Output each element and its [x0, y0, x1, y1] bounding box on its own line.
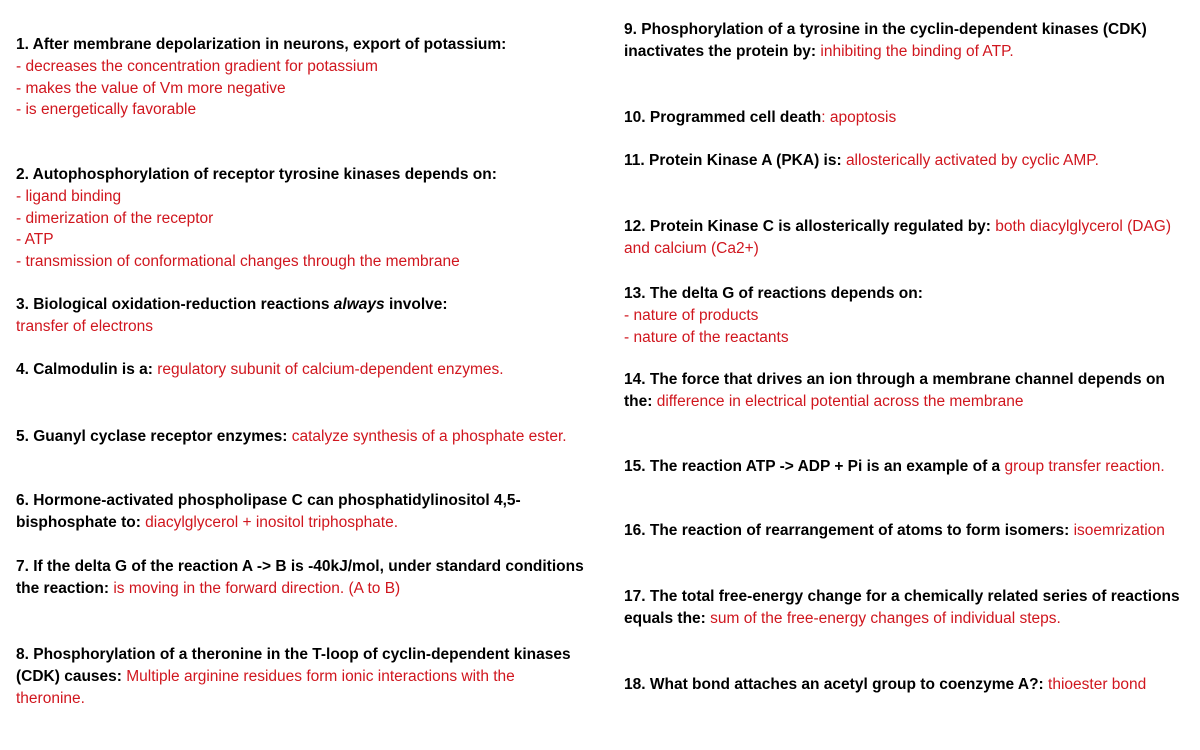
- question-block-7: [16, 556, 588, 600]
- question-text: 15. The reaction ATP -> ADP + Pi is an example of a: [624, 458, 1005, 475]
- question-text: 10. Programmed cell death: [624, 109, 822, 126]
- question-block-10: [624, 107, 1180, 129]
- question-text: 1. After membrane depolarization in neurons, export of potassium:: [16, 36, 507, 53]
- question-text-part: involve:: [384, 296, 448, 313]
- answer-text: sum of the free-energy changes of individual steps.: [710, 609, 1061, 627]
- answer-line: - ATP: [16, 231, 54, 249]
- question-block-3: [16, 294, 588, 338]
- question-text: 13. The delta G of reactions depends on:: [624, 285, 923, 302]
- question-block-13: [624, 283, 1180, 348]
- question-text: [16, 296, 448, 313]
- question-text: 18. What bond attaches an acetyl group to coenzyme A?:: [624, 676, 1049, 693]
- question-emphasis: always: [333, 296, 385, 313]
- question-block-14: [624, 369, 1180, 413]
- answer-line: - dimerization of the receptor: [16, 209, 214, 227]
- question-text: 11. Protein Kinase A (PKA) is:: [624, 152, 846, 169]
- question-text: 12. Protein Kinase C is allosterically regulated by:: [624, 218, 996, 235]
- answer-text: thioester bond: [1048, 676, 1147, 693]
- question-block-8: [16, 644, 588, 709]
- question-text: 6. Hormone-activated phospholipase C can phosphatidylinositol 4,5-bisphosphate to:: [16, 492, 521, 531]
- question-text-part: 3. Biological oxidation-reduction reactions: [16, 296, 334, 313]
- question-block-18: [624, 674, 1180, 696]
- question-block-16: [624, 520, 1180, 542]
- question-text: 7. If the delta G of the reaction A -> B is -40kJ/mol, under standard conditions the reaction:: [16, 558, 584, 597]
- question-block-6: [16, 490, 588, 534]
- answer-text: is moving in the forward direction. (A to B): [113, 579, 401, 597]
- answer-line: - makes the value of Vm more negative: [16, 79, 286, 97]
- answer-text: : apoptosis: [821, 109, 897, 126]
- answer-line: - decreases the concentration gradient for potassium: [16, 57, 378, 75]
- answer-text: both diacylglycerol (DAG) and calcium (Ca2+): [624, 218, 1172, 257]
- answer-text: diacylglycerol + inositol triphosphate.: [140, 513, 399, 531]
- question-block-1: [16, 34, 588, 121]
- question-text: 16. The reaction of rearrangement of atoms to form isomers:: [624, 522, 1074, 539]
- question-block-2: [16, 164, 588, 273]
- question-block-9: [624, 19, 1180, 63]
- question-text: 5. Guanyl cyclase receptor enzymes:: [16, 428, 292, 445]
- question-block-17: [624, 586, 1180, 630]
- answer-line: - ligand binding: [16, 187, 122, 205]
- answer-text: group transfer reaction.: [1004, 458, 1165, 475]
- answer-line: - nature of products: [624, 306, 759, 324]
- answer-line: - nature of the reactants: [624, 328, 789, 346]
- answer-text: inhibiting the binding of ATP.: [820, 42, 1014, 60]
- question-block-12: [624, 216, 1180, 260]
- question-text: 8. Phosphorylation of a theronine in the T-loop of cyclin-dependent kinases (CDK) causes:: [16, 646, 571, 685]
- answer-line: transfer of electrons: [16, 317, 153, 335]
- question-text: 2. Autophosphorylation of receptor tyrosine kinases depends on:: [16, 166, 497, 183]
- answer-text: catalyze synthesis of a phosphate ester.: [291, 428, 567, 445]
- question-block-5: [16, 426, 588, 448]
- answer-text: allosterically activated by cyclic AMP.: [845, 152, 1099, 169]
- question-text: 14. The force that drives an ion through a membrane channel depends on the:: [624, 371, 1165, 410]
- answer-text: regulatory subunit of calcium-dependent enzymes.: [157, 361, 504, 378]
- answer-line: - is energetically favorable: [16, 101, 197, 119]
- answer-line: - transmission of conformational changes through the membrane: [16, 253, 460, 271]
- question-text: 17. The total free-energy change for a chemically related series of reactions equals the:: [624, 588, 1180, 627]
- question-block-15: [624, 456, 1180, 478]
- question-block-4: [16, 359, 588, 381]
- answer-text: difference in electrical potential across the membrane: [656, 392, 1024, 410]
- answer-text: Multiple arginine residues form ionic interactions with the theronine.: [16, 667, 515, 707]
- question-text: 9. Phosphorylation of a tyrosine in the cyclin-dependent kinases (CDK) inactivates the protein by:: [624, 21, 1147, 60]
- question-block-11: [624, 150, 1180, 172]
- question-text: 4. Calmodulin is a:: [16, 361, 158, 378]
- answer-text: isoemrization: [1073, 522, 1165, 539]
